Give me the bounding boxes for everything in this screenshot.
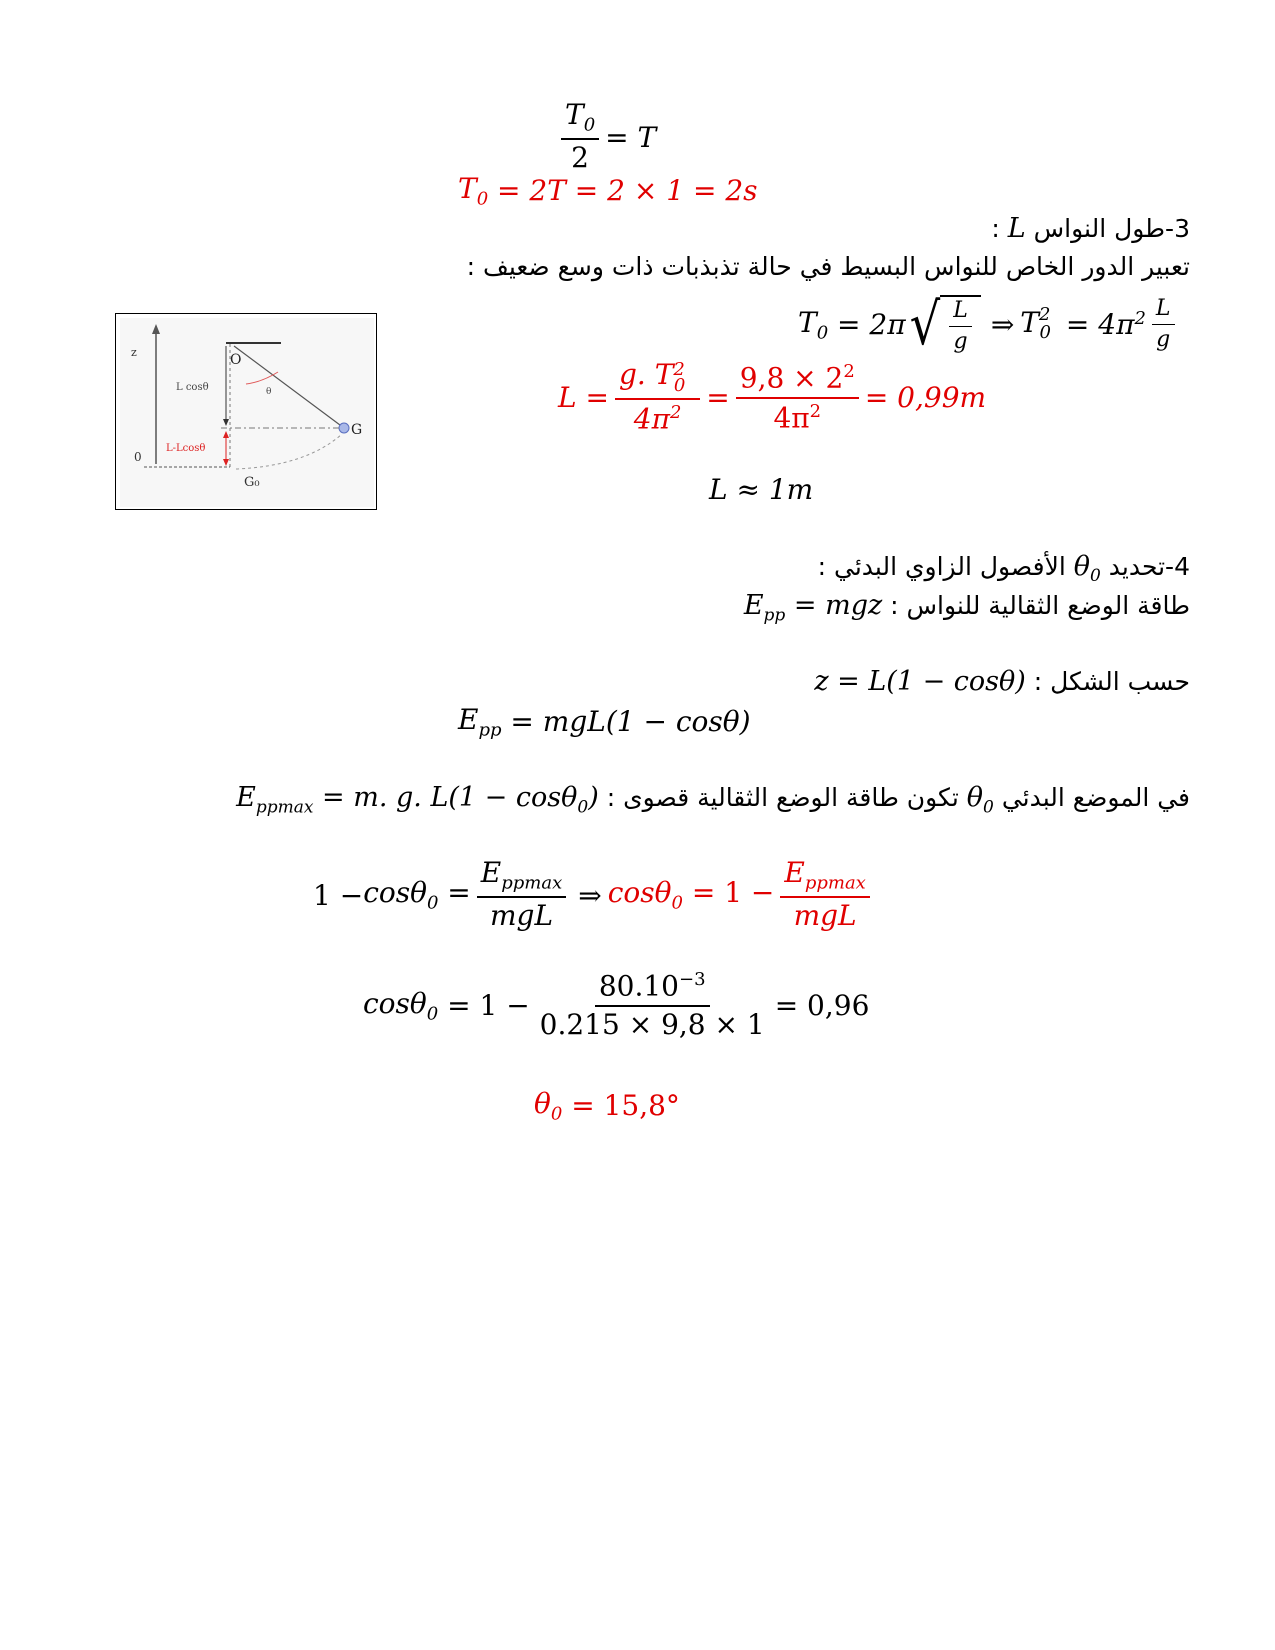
eq-period-formula: $T_0$ = 2π √ $\frac{L}{g}$ ⇒ $T_{20}$ = 4π $^2$ $\frac{L}{g}$: [798, 295, 1181, 354]
eq-cos-theta0-numeric: cosθ$_0$ = 1 − $\frac{80.10^{-3}}{0.215 \times 9,8 \times 1}$ = 0,96: [363, 969, 870, 1042]
fraction-numeric: $\frac{9,8 \times 2^2}{4\pi^2}$: [736, 362, 859, 434]
eq-length-approx: L ≈ 1m: [709, 473, 814, 506]
var-t: T: [565, 98, 584, 131]
section4-epp-line: طاقة الوضع الثقالية للنواس : $E_{pp}$ = mgz: [743, 590, 1190, 626]
fraction-eppmax-mgl-red: $\frac{E_{ppmax}}{\text{mgL}}$: [780, 858, 869, 932]
section4-heading: 4-تحديد $\theta_0$ الأفصول الزاوي البدئي :: [817, 551, 1190, 586]
label-theta: θ: [266, 387, 272, 397]
label-zero: 0: [134, 450, 142, 464]
fraction-t0-2: [561, 100, 599, 174]
eq-epp-formula: $E_{pp}$ = mgL(1 − cosθ): [458, 703, 751, 741]
fraction-gT0-4pi2: $\frac{g. T_{20}}{4\pi^2}$: [615, 360, 700, 436]
section4-z-line: حسب الشكل : z = L(1 − cosθ): [814, 666, 1190, 697]
fraction-numeric-cos: $\frac{80.10^{-3}}{0.215 \times 9,8 \times 1}$: [539, 969, 765, 1042]
eq-length-value: L = $\frac{g. T_{20}}{4\pi^2}$ = $\frac{9,8 \times 2^2}{4\pi^2}$ = 0,99m: [558, 358, 987, 436]
eq-theta0-value: $\theta_0$ = 15,8°: [534, 1087, 680, 1125]
pendulum-diagram: [116, 314, 378, 511]
label-llcos: L-Lcosθ: [166, 443, 206, 454]
eq-t0-over-2: [555, 100, 656, 174]
label-lcos: L cosθ: [176, 382, 209, 393]
pendulum-figure: [115, 313, 377, 510]
eq-cos-theta0: 1 − cosθ$_0$ = $\frac{E_{ppmax}}{\text{mgL}}$ ⇒ cosθ$_0$ = 1 − $\frac{E_{ppmax}}{\text{mgL}}$: [313, 858, 876, 932]
epp-mgz: $E_{pp}$ = mgz: [743, 590, 883, 626]
sub-zero: 0: [583, 114, 596, 136]
z-formula: z = L(1 − cosθ): [814, 666, 1026, 697]
section4-max-line: في الموضع البدئي $\theta_0$ تكون طاقة الوضع الثقالية قصوى : $E_{ppmax} = m$. g. L(1 − cosθ$_0$): [236, 782, 1190, 818]
sqrt-l-over-g: √ $\frac{L}{g}$: [910, 295, 981, 354]
label-g0: G₀: [244, 475, 260, 490]
label-z: z: [131, 346, 137, 359]
section3-heading: 3-طول النواس L :: [991, 213, 1190, 244]
section3-line2: تعبير الدور الخاص للنواس البسيط في حالة تذبذبات ذات وسع ضعيف :: [466, 252, 1190, 281]
fraction-eppmax-mgl: $\frac{E_{ppmax}}{\text{mgL}}$: [477, 858, 566, 932]
label-o: O: [230, 352, 242, 368]
rhs: = T: [605, 120, 657, 154]
eq2-text: = 2T = 2 × 1 = 2s: [497, 174, 758, 208]
label-g: G: [351, 422, 363, 438]
denominator: 2: [571, 141, 589, 175]
eq-t0-value: $T_0$ = 2T = 2 × 1 = 2s: [458, 172, 758, 210]
epp-max-formula: $E_{ppmax} = m$. g. L(1 − cosθ$_0$): [236, 782, 599, 818]
